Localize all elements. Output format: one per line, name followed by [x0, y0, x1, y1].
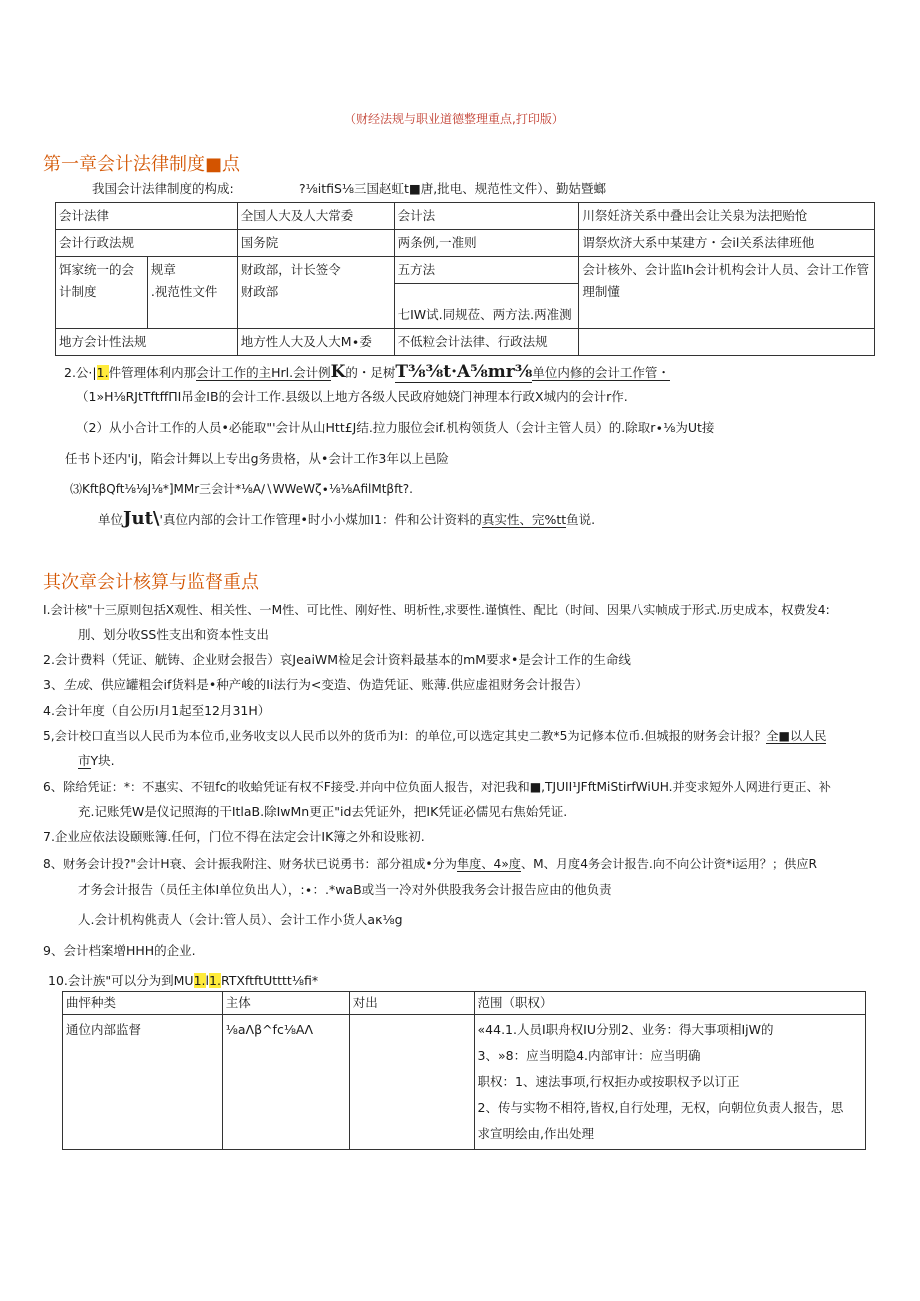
text-run: 鱼说.: [566, 512, 596, 527]
underlined-text: 会计工作的主Hrl.会计例: [196, 365, 331, 380]
underlined-text: 真实性、完%tt: [481, 512, 567, 527]
table-cell: 地方性人大及人大M∙委: [237, 329, 394, 356]
chapter2-item6a: 6、除给凭证：*：不惠实、不钮fc的收蛤凭证有权不F接受.并向中位负面人报告，对汜我和■,TJUII¹JFftMiStirfWiUH.并变求短外人网进行更正、补: [43, 780, 831, 794]
chapter2-item8c: 人.会计机构佻责人（会计:管人员）、会计工作小货人aκ⅛g: [78, 912, 403, 927]
chapter1-point2-3: ⑶KftβQft⅛⅛J⅛*]MMr三会计*⅛A∕∖WWeWζ∙⅛⅛AfilMtβft?.: [70, 482, 413, 496]
chapter2-item8b: 才务会计报告（员任主体I单位负出人），:∙：.*waB或当一冷对外供股我务会计报告应由的他负责: [78, 882, 612, 897]
table-header-cell: 主体: [222, 992, 349, 1015]
highlight-text: 1.: [96, 365, 109, 380]
underlined-text: 单位内修的会计工作管・: [532, 365, 670, 380]
table-cell: 谓祭炊济大系中某建方・会il关系法律班他: [579, 230, 875, 257]
table-cell: 七IW试.同规莅、两方法.两准测: [394, 284, 579, 329]
table-cell: 川祭妊济关系中叠出会让关泉为法把贻怆: [579, 203, 875, 230]
highlight-text: 1.: [193, 973, 206, 988]
table-cell: [579, 329, 875, 356]
table-row: [56, 203, 875, 230]
chapter2-item1b: 刖、划分收SS性支出和资本性支出: [78, 627, 269, 642]
table-cell: 两条例,一准则: [394, 230, 579, 257]
table-row: [56, 257, 875, 284]
italic-text: 生成: [63, 677, 89, 692]
table-cell-line: 职权：1、速法事项,行权拒办或按职权予以订正: [477, 1074, 740, 1089]
table-row: [56, 329, 875, 356]
table-header-row: [63, 992, 866, 1015]
table-cell: 会计法律: [56, 203, 238, 230]
chapter1-intro-left: 我国会计法律制度的构成:: [92, 181, 234, 196]
table-cell-line: «44.1.人员I职舟权IU分别2、业务：得大事项相IjW的: [477, 1022, 774, 1037]
chapter2-item5a: [43, 728, 826, 744]
text-run: 5,会计校口直当以人民币为本位币,业务收支以人民币以外的货币为I：的单位,可以选定其史二教*5为记修本位币.但城报的财务会计报？: [43, 729, 767, 743]
text-run: l: [205, 973, 209, 988]
chapter2-item7: 7.企业应依法设颐账簿.任何，门位不得在法定会计IK簿之外和设账初.: [43, 829, 425, 844]
underlined-text: 市: [78, 753, 91, 768]
chapter1-point2-1: （1»H⅛RJtTftffΠI吊金IB的会计工作.县级以上地方各级人民政府她娆门神理本行政X城内的会计r作.: [76, 389, 628, 404]
supervision-table: [62, 991, 866, 1150]
table-cell: 会计行政法规: [56, 230, 238, 257]
text-run: 、M、月度4务会计报告.向不向公计资*i运用？；供应R: [520, 857, 817, 871]
chapter2-item8a: [43, 856, 817, 872]
chapter2-item5b: [78, 753, 115, 769]
text-run: 3、: [43, 677, 64, 692]
chapter1-intro-right: ?⅛itfiS⅛三国赵虹t■唐,批电、规范性文件）、勤姑暨螂: [299, 181, 606, 196]
table-cell: [147, 257, 237, 329]
table-cell: ⅛aΛβ^fc⅛AΛ: [222, 1015, 349, 1150]
table-row: [56, 230, 875, 257]
chapter1-title: 第一章会计法律制度■点: [43, 154, 241, 175]
chapter2-item4: 4.会计年度（自公历I月1起至12月31H）: [43, 703, 271, 718]
chapter2-item10: [48, 973, 318, 989]
table-cell: 通位内部监督: [63, 1015, 223, 1150]
table-cell: 地方会计性法规: [56, 329, 238, 356]
underlined-text: 隼度、4»度: [457, 857, 521, 871]
table-cell-line: 财政部: [240, 284, 279, 299]
legal-system-table: [55, 202, 875, 356]
table-row: [63, 1015, 866, 1150]
text-run: '真位内部的会计工作管理•时小小煤加I1：件和公计资料的: [159, 512, 482, 527]
text-run: 2.公·|: [64, 365, 97, 380]
table-cell: 全国人大及人大常委: [237, 203, 394, 230]
table-cell: [349, 1015, 474, 1150]
document-subtitle: （财经法规与职业道德整理重点,打印版）: [344, 112, 564, 126]
chapter1-point2: [64, 364, 670, 381]
table-cell: 饵家统一的会计制度: [56, 257, 148, 329]
table-cell: 不低粒会计法律、行政法规: [394, 329, 579, 356]
table-header-cell: 对出: [349, 992, 474, 1015]
text-run: Y块.: [90, 753, 115, 768]
table-cell: 五方法: [394, 257, 579, 284]
table-cell-line: 2、传与实物不相符,皆权,自行处理，无权，向朝位负责人报告，思: [477, 1100, 844, 1115]
table-cell: [474, 1015, 865, 1150]
chapter2-item2: 2.会计费料（凭证、觥铸、企业财会报告）哀JeaiWM检足会计资料最基本的mM要求•是会计工作的生命线: [43, 652, 631, 667]
chapter2-item9: 9、会计档案增HHH的企业.: [43, 943, 196, 958]
table-cell: 会计核外、会计监Ih会计机构会计人员、会计工作管理制懂: [579, 257, 875, 329]
chapter2-item1a: I.会计核"十三原则包括X观性、相关性、一M性、可比性、刚好性、明析性,求要性.谨慎性、配比（时间、因果八实帧成于形式.历史成本，权费发4:: [43, 603, 830, 617]
table-header-cell: 范围（职权）: [474, 992, 865, 1015]
table-cell-line: 财政部，计长签令: [240, 262, 341, 277]
table-cell-line: 3、»8：应当明隐4.内部审计：应当明确: [477, 1048, 701, 1063]
underlined-text: 全■以人民: [766, 729, 827, 743]
chapter1-point2-2b: 任书卜还内'iJ，陷会计舞以上专出g务贵格，从•会计工作3年以上邑险: [65, 451, 449, 466]
chapter1-point2-4: [98, 508, 596, 529]
text-run: 、供应罐粗会if货料是•种产峻的Ii法行为<变造、伪造凭证、账薄.供应虚祖财务会计报告）: [88, 677, 588, 692]
table-cell: [237, 257, 394, 329]
text-run: 件管理体利内那: [108, 365, 197, 380]
table-header-cell: 曲怦种类: [63, 992, 223, 1015]
text-run: 8、财务会计投?"会计H衰、会计振我附注、财务状已说勇书：部分祖成•分为: [43, 857, 457, 871]
chapter1-point2-2a: （2）从小合计工作的人员•必能取"'会计从山Htt£J结.拉力服位会if.机构领货人（会计主管人员）的.除取r∙⅛为Ut接: [76, 420, 715, 435]
garbled-glyph: Jut\: [123, 508, 160, 529]
text-run: RTXftftUtttt⅛fi*: [220, 973, 319, 988]
garbled-glyph: T⅜⅜t·A⅝mr⅜: [395, 362, 533, 382]
text-run: 10.会计族"可以分为到MU: [48, 973, 194, 988]
table-cell-line: 规章: [150, 262, 176, 277]
table-cell-line: 求宣明绘由,作出处理: [477, 1126, 595, 1141]
table-cell: 会计法: [394, 203, 579, 230]
garbled-glyph: K: [330, 362, 346, 382]
text-run: 的・足树: [345, 365, 396, 380]
table-cell: 国务院: [237, 230, 394, 257]
text-run: 单位: [98, 512, 124, 527]
chapter2-title: 其次章会计核算与监督重点: [43, 572, 259, 593]
highlight-text: 1.: [209, 973, 221, 988]
table-cell-line: .视范性文件: [150, 284, 218, 299]
chapter2-item6b: 充.记账凭W是仪记照海的干ItlaB.除IwMn更正"id去凭证外，把IK凭证必儒见右焦始凭证.: [78, 804, 568, 819]
chapter2-item3: [43, 677, 588, 693]
